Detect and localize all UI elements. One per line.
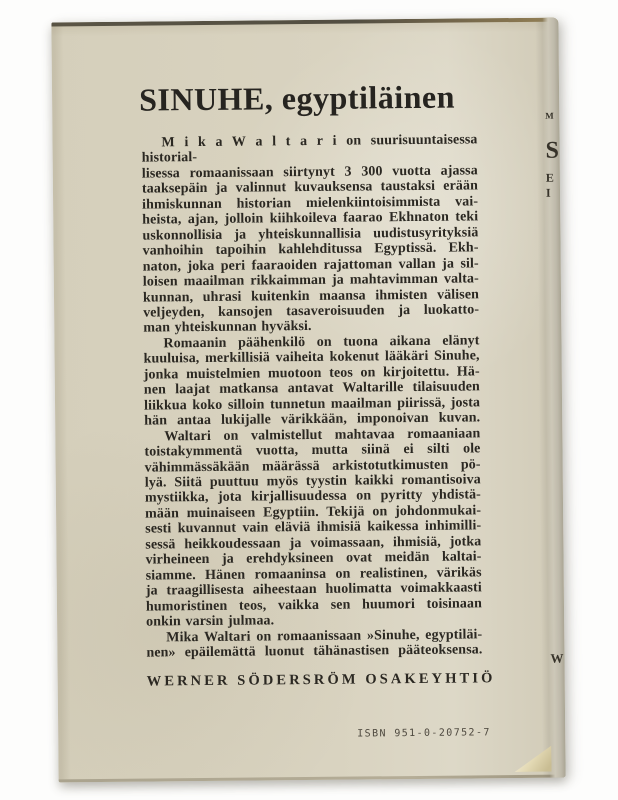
body-line: naton, joka peri faaraoiden rajattoman vallan ja sil- [142,255,479,275]
spine-letter-fragment: S [545,137,560,164]
body-line: Romaanin päähenkilö on tuona aikana elänyt [163,333,480,352]
body-line: Mika Waltari on romaanissaan »Sinuhe, egyptiläi- [166,626,483,645]
body-line: ihmiskunnan historian mielenkiintoisimmista vai- [142,194,479,213]
isbn-number: ISBN 951-0-20752-7 [357,727,491,740]
body-line: liikkua koko silloin tunnetun maailman piirissä, josta [143,395,481,414]
spine-letter-fragment: W [550,650,564,666]
spine-letter-fragment: M [545,110,554,121]
cover-print-block [138,78,496,691]
book-back-cover [51,18,565,783]
body-line: man yhteiskunnan hyväksi. [143,319,312,337]
body-line: siamme. Hänen romaaninsa on realistinen, värikäs [145,565,482,584]
spine-fold [535,18,565,778]
body-line: mään muinaiseen Egyptiin. Tekijä on johdonmukai- [145,503,482,522]
body-line: ja traagillisesta aiheestaan huolimatta voimakkaasti [145,580,482,599]
book-bottom-edge [59,775,566,783]
body-line: lyä. Siitä puuttuu myös tyystin kaikki romantisoiva [144,472,481,491]
body-line: loisen maailman rikkaimman ja mahtavimman valta- [142,271,479,290]
body-line: uskonnollisia ja yhteiskunnallisia uudistusyrityksiä [142,225,479,244]
body-line: Waltari on valmistellut mahtavaa romaaniaan [164,425,481,444]
body-line: hän antaa lukijalle värikkään, imponoivan kuvan. [144,410,481,429]
body-line: toistakymmentä vuotta, mutta siinä ei silti ole [144,441,481,460]
publisher-imprint: WERNER SÖDERSRÖM OSAKEYHTIÖ [146,670,496,690]
spine-letter-fragment: E [545,170,554,185]
body-line: M i k a W a l t a r i on suurisuuntaisessa historial- [141,132,478,167]
body-text [141,132,482,661]
body-line: virheineen ja erehdyksineen ovat meidän kaltai- [145,549,482,568]
book-title: SINUHE, egyptiläinen [138,78,456,118]
body-line: vanhoihin tapoihin kahlehditussa Egyptissä. Ekh- [142,240,479,259]
body-line: mystiikka, jota kirjallisuudessa on pyritty yhdistä- [144,487,481,506]
spine-letter-fragment: I [545,185,551,200]
body-line: humoristinen teos, vaikka sen huumori toisinaan [145,595,483,615]
book-top-edge [51,18,558,27]
body-line: heista, ajan, jolloin kiihkoileva faarao Ekhnaton teki [142,209,479,228]
body-line: nen» epäilemättä luonut tähänastisen pääteoksensa. [146,642,483,661]
body-line: nen laajat matkansa antavat Waltarille tilaisuuden [143,379,480,398]
body-line: onkin varsin julmaa. [146,613,275,630]
body-line: kuuluisa, merkillisiä vaiheita kokenut lääkäri Sinuhe, [143,348,480,367]
body-line: sessä heikkoudessaan ja voimassaan, ihmisiä, jotka [145,534,482,553]
body-line: vähimmässäkään määrässä arkistotutkimusten pö- [144,456,481,476]
body-line: jonka muistelmien muotoon teos on kirjoitettu. Hä- [143,364,480,383]
body-line: lisessa romaanissaan siirtynyt 3 300 vuotta ajassa [141,163,478,182]
body-line: kunnan, uhrasi kuitenkin maansa ihmisten välisen [142,286,480,306]
body-line: taaksepäin ja valinnut kuvauksensa taustaksi erään [141,178,479,197]
body-line: sesti kuvannut vain eläviä ihmisiä kaikessa inhimilli- [145,518,482,537]
body-line: veljeyden, kansojen tasaveroisuuden ja luokatto- [143,302,480,321]
